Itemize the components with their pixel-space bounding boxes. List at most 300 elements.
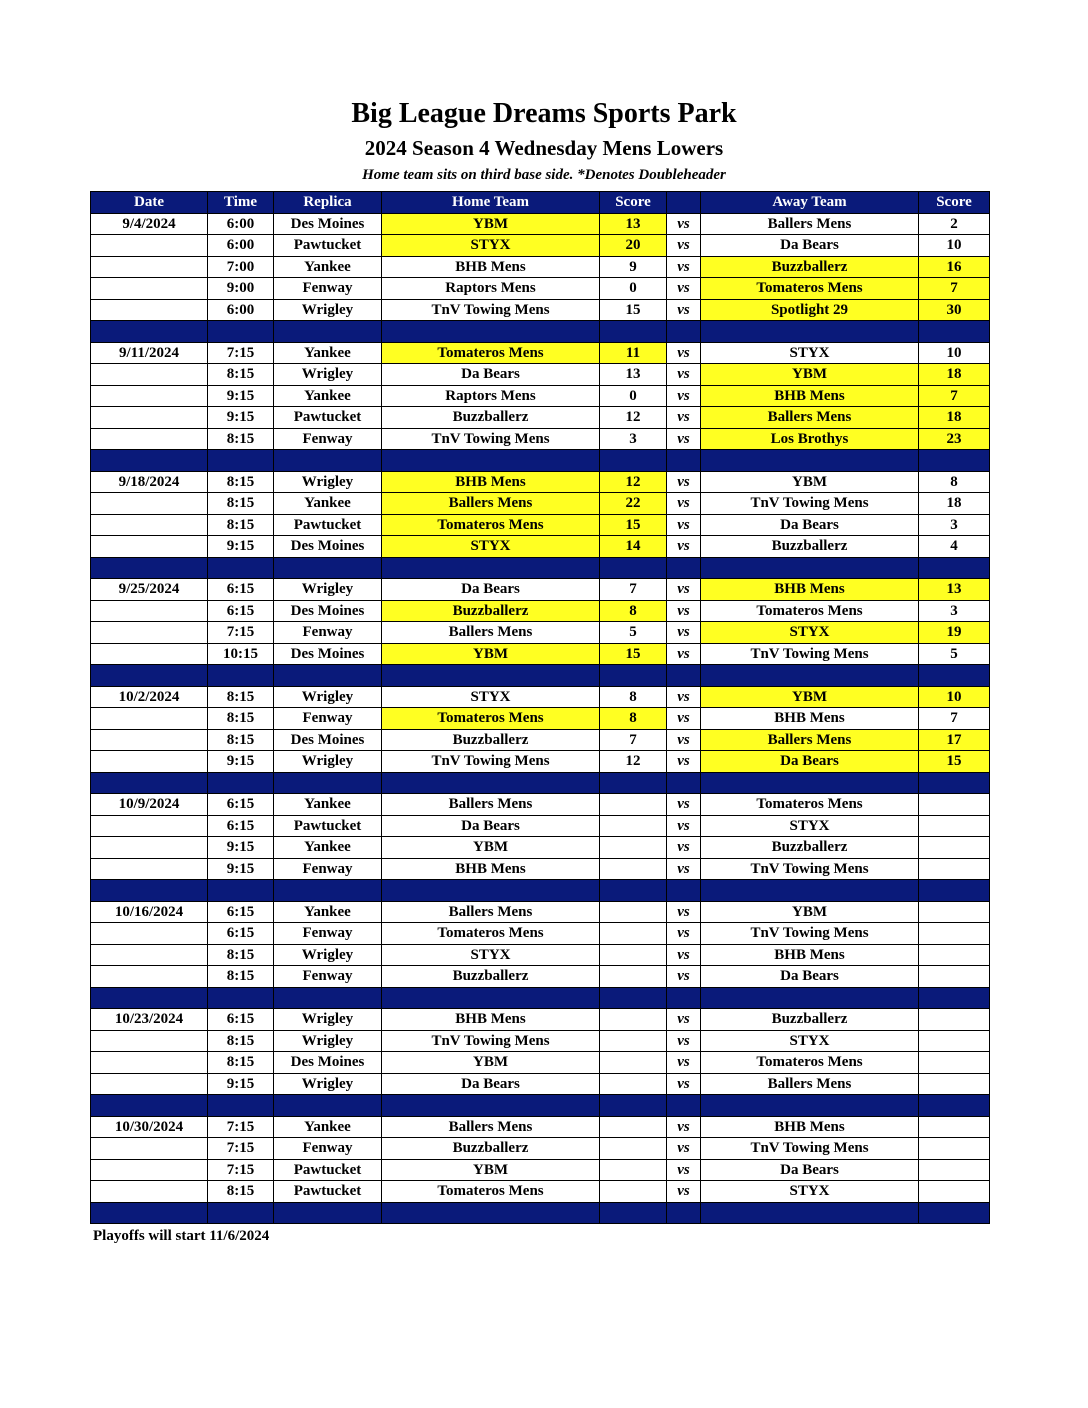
separator-cell — [667, 1202, 701, 1224]
vs-label: vs — [667, 493, 701, 515]
separator-cell — [91, 557, 208, 579]
separator-cell — [919, 665, 990, 687]
col-date: Date — [91, 192, 208, 214]
away-team: Da Bears — [701, 751, 919, 773]
game-row — [91, 708, 990, 730]
home-score: 7 — [600, 579, 667, 601]
game-time: 7:15 — [208, 1159, 274, 1181]
away-team: Tomateros Mens — [701, 794, 919, 816]
separator-cell — [91, 321, 208, 343]
game-date — [91, 536, 208, 558]
home-team: Buzzballerz — [382, 729, 600, 751]
away-score: 7 — [919, 708, 990, 730]
home-team: YBM — [382, 1159, 600, 1181]
game-row — [91, 471, 990, 493]
col-replica: Replica — [274, 192, 382, 214]
home-team: TnV Towing Mens — [382, 428, 600, 450]
separator-cell — [667, 880, 701, 902]
separator-cell — [91, 1202, 208, 1224]
separator-cell — [274, 1202, 382, 1224]
away-score — [919, 794, 990, 816]
game-row — [91, 428, 990, 450]
away-team: Tomateros Mens — [701, 278, 919, 300]
separator-cell — [382, 665, 600, 687]
away-team: STYX — [701, 342, 919, 364]
vs-label: vs — [667, 428, 701, 450]
game-date — [91, 944, 208, 966]
separator-cell — [382, 772, 600, 794]
home-team: Ballers Mens — [382, 1116, 600, 1138]
playoffs-note: Playoffs will start 11/6/2024 — [93, 1228, 270, 1244]
away-team: Ballers Mens — [701, 213, 919, 235]
away-team: STYX — [701, 1181, 919, 1203]
home-score — [600, 923, 667, 945]
separator-cell — [600, 665, 667, 687]
away-team: Buzzballerz — [701, 1009, 919, 1031]
home-team: Raptors Mens — [382, 278, 600, 300]
game-row — [91, 1073, 990, 1095]
game-field: Des Moines — [274, 536, 382, 558]
separator-cell — [667, 321, 701, 343]
game-date — [91, 1073, 208, 1095]
away-score — [919, 901, 990, 923]
home-score: 5 — [600, 622, 667, 644]
game-field: Wrigley — [274, 1030, 382, 1052]
week-separator — [91, 557, 990, 579]
vs-label: vs — [667, 213, 701, 235]
vs-label: vs — [667, 1009, 701, 1031]
game-date — [91, 1138, 208, 1160]
game-date — [91, 966, 208, 988]
home-score: 8 — [600, 600, 667, 622]
game-row — [91, 579, 990, 601]
home-score: 0 — [600, 278, 667, 300]
game-row — [91, 514, 990, 536]
away-score — [919, 966, 990, 988]
vs-label: vs — [667, 794, 701, 816]
separator-cell — [600, 321, 667, 343]
week-separator — [91, 1095, 990, 1117]
game-date — [91, 1052, 208, 1074]
separator-cell — [208, 880, 274, 902]
separator-cell — [208, 450, 274, 472]
vs-label: vs — [667, 385, 701, 407]
away-team: STYX — [701, 622, 919, 644]
vs-label: vs — [667, 278, 701, 300]
game-date — [91, 235, 208, 257]
game-date: 9/11/2024 — [91, 342, 208, 364]
vs-label: vs — [667, 837, 701, 859]
game-date — [91, 407, 208, 429]
game-time: 7:00 — [208, 256, 274, 278]
vs-label: vs — [667, 299, 701, 321]
game-time: 9:15 — [208, 1073, 274, 1095]
game-field: Wrigley — [274, 751, 382, 773]
game-date — [91, 708, 208, 730]
away-team: YBM — [701, 901, 919, 923]
game-row — [91, 837, 990, 859]
away-score — [919, 1073, 990, 1095]
separator-cell — [382, 987, 600, 1009]
separator-cell — [274, 665, 382, 687]
home-score — [600, 837, 667, 859]
week-separator — [91, 1202, 990, 1224]
col-away-score: Score — [919, 192, 990, 214]
separator-cell — [600, 450, 667, 472]
away-team: BHB Mens — [701, 944, 919, 966]
game-time: 8:15 — [208, 1181, 274, 1203]
home-team: Raptors Mens — [382, 385, 600, 407]
game-time: 9:15 — [208, 407, 274, 429]
game-date — [91, 600, 208, 622]
game-row — [91, 213, 990, 235]
game-date: 10/16/2024 — [91, 901, 208, 923]
vs-label: vs — [667, 514, 701, 536]
home-score: 12 — [600, 751, 667, 773]
game-time: 9:15 — [208, 536, 274, 558]
separator-cell — [919, 987, 990, 1009]
game-time: 8:15 — [208, 428, 274, 450]
game-date — [91, 299, 208, 321]
home-team: Buzzballerz — [382, 407, 600, 429]
away-team: Tomateros Mens — [701, 600, 919, 622]
home-score — [600, 901, 667, 923]
game-date: 10/9/2024 — [91, 794, 208, 816]
game-field: Pawtucket — [274, 514, 382, 536]
game-field: Fenway — [274, 858, 382, 880]
separator-cell — [600, 1095, 667, 1117]
game-row — [91, 299, 990, 321]
separator-cell — [382, 557, 600, 579]
vs-label: vs — [667, 342, 701, 364]
game-row — [91, 600, 990, 622]
game-field: Yankee — [274, 1116, 382, 1138]
game-row — [91, 364, 990, 386]
away-team: Ballers Mens — [701, 729, 919, 751]
game-date — [91, 1181, 208, 1203]
separator-cell — [274, 557, 382, 579]
home-team: BHB Mens — [382, 858, 600, 880]
separator-cell — [701, 557, 919, 579]
home-score — [600, 966, 667, 988]
game-field: Yankee — [274, 493, 382, 515]
away-score: 17 — [919, 729, 990, 751]
schedule-body — [91, 213, 990, 1224]
away-score: 10 — [919, 686, 990, 708]
home-score: 8 — [600, 708, 667, 730]
game-date: 10/2/2024 — [91, 686, 208, 708]
vs-label: vs — [667, 858, 701, 880]
away-score — [919, 1009, 990, 1031]
vs-label: vs — [667, 1052, 701, 1074]
game-time: 7:15 — [208, 342, 274, 364]
away-score — [919, 815, 990, 837]
game-date: 10/23/2024 — [91, 1009, 208, 1031]
away-score — [919, 1138, 990, 1160]
separator-cell — [208, 665, 274, 687]
separator-cell — [91, 987, 208, 1009]
separator-cell — [208, 321, 274, 343]
vs-label: vs — [667, 751, 701, 773]
week-separator — [91, 321, 990, 343]
separator-cell — [274, 880, 382, 902]
home-score: 11 — [600, 342, 667, 364]
separator-cell — [667, 665, 701, 687]
separator-cell — [667, 450, 701, 472]
home-score — [600, 794, 667, 816]
game-time: 8:15 — [208, 1030, 274, 1052]
col-time: Time — [208, 192, 274, 214]
game-date — [91, 729, 208, 751]
home-score: 3 — [600, 428, 667, 450]
away-score — [919, 944, 990, 966]
away-score — [919, 1052, 990, 1074]
home-score: 0 — [600, 385, 667, 407]
separator-cell — [91, 772, 208, 794]
vs-label: vs — [667, 1116, 701, 1138]
vs-label: vs — [667, 1030, 701, 1052]
home-score: 15 — [600, 643, 667, 665]
game-row — [91, 751, 990, 773]
game-field: Wrigley — [274, 1009, 382, 1031]
game-date — [91, 385, 208, 407]
away-team: YBM — [701, 364, 919, 386]
home-team: Buzzballerz — [382, 600, 600, 622]
game-field: Pawtucket — [274, 235, 382, 257]
page-subtitle: 2024 Season 4 Wednesday Mens Lowers — [364, 136, 724, 160]
home-team: Buzzballerz — [382, 1138, 600, 1160]
game-field: Fenway — [274, 622, 382, 644]
vs-label: vs — [667, 729, 701, 751]
vs-label: vs — [667, 622, 701, 644]
game-field: Fenway — [274, 923, 382, 945]
home-team: BHB Mens — [382, 256, 600, 278]
game-row — [91, 235, 990, 257]
separator-cell — [600, 1202, 667, 1224]
away-team: Buzzballerz — [701, 256, 919, 278]
game-field: Wrigley — [274, 579, 382, 601]
game-time: 9:15 — [208, 837, 274, 859]
game-date — [91, 923, 208, 945]
week-separator — [91, 987, 990, 1009]
schedule-note: Home team sits on third base side. *Denotes Doubleheader — [362, 167, 726, 183]
home-team: TnV Towing Mens — [382, 299, 600, 321]
home-score — [600, 815, 667, 837]
vs-label: vs — [667, 1159, 701, 1181]
separator-cell — [382, 450, 600, 472]
game-time: 8:15 — [208, 364, 274, 386]
vs-label: vs — [667, 944, 701, 966]
game-field: Pawtucket — [274, 1159, 382, 1181]
game-time: 6:00 — [208, 235, 274, 257]
separator-cell — [919, 557, 990, 579]
vs-label: vs — [667, 471, 701, 493]
home-team: Da Bears — [382, 1073, 600, 1095]
game-date — [91, 751, 208, 773]
home-team: Ballers Mens — [382, 794, 600, 816]
vs-label: vs — [667, 256, 701, 278]
home-score — [600, 1116, 667, 1138]
game-field: Des Moines — [274, 1052, 382, 1074]
away-score: 18 — [919, 364, 990, 386]
separator-cell — [274, 987, 382, 1009]
game-field: Yankee — [274, 794, 382, 816]
game-row — [91, 944, 990, 966]
separator-cell — [274, 1095, 382, 1117]
separator-cell — [600, 772, 667, 794]
game-date: 9/4/2024 — [91, 213, 208, 235]
game-field: Wrigley — [274, 299, 382, 321]
home-team: Ballers Mens — [382, 622, 600, 644]
vs-label: vs — [667, 1073, 701, 1095]
away-score — [919, 1030, 990, 1052]
game-row — [91, 729, 990, 751]
separator-cell — [701, 987, 919, 1009]
game-date — [91, 815, 208, 837]
game-time: 8:15 — [208, 686, 274, 708]
away-team: TnV Towing Mens — [701, 1138, 919, 1160]
game-time: 6:15 — [208, 794, 274, 816]
home-score: 15 — [600, 299, 667, 321]
game-row — [91, 794, 990, 816]
away-team: Buzzballerz — [701, 837, 919, 859]
home-score — [600, 1159, 667, 1181]
game-time: 8:15 — [208, 944, 274, 966]
vs-label: vs — [667, 901, 701, 923]
week-separator — [91, 880, 990, 902]
separator-cell — [274, 321, 382, 343]
away-team: YBM — [701, 686, 919, 708]
game-field: Wrigley — [274, 1073, 382, 1095]
game-field: Des Moines — [274, 213, 382, 235]
away-score: 7 — [919, 278, 990, 300]
away-score: 10 — [919, 235, 990, 257]
game-field: Pawtucket — [274, 407, 382, 429]
game-time: 8:15 — [208, 729, 274, 751]
separator-cell — [382, 880, 600, 902]
home-team: Buzzballerz — [382, 966, 600, 988]
game-row — [91, 923, 990, 945]
away-score — [919, 858, 990, 880]
separator-cell — [701, 665, 919, 687]
away-team: Da Bears — [701, 1159, 919, 1181]
away-team: Tomateros Mens — [701, 1052, 919, 1074]
game-date: 9/18/2024 — [91, 471, 208, 493]
away-team: TnV Towing Mens — [701, 493, 919, 515]
home-score: 9 — [600, 256, 667, 278]
away-score: 10 — [919, 342, 990, 364]
game-field: Pawtucket — [274, 815, 382, 837]
game-row — [91, 1181, 990, 1203]
away-team: TnV Towing Mens — [701, 923, 919, 945]
home-score: 12 — [600, 471, 667, 493]
col-vs — [667, 192, 701, 214]
away-score: 5 — [919, 643, 990, 665]
game-field: Fenway — [274, 966, 382, 988]
separator-cell — [600, 987, 667, 1009]
away-team: Ballers Mens — [701, 1073, 919, 1095]
home-team: Da Bears — [382, 579, 600, 601]
separator-cell — [701, 321, 919, 343]
game-field: Yankee — [274, 901, 382, 923]
separator-cell — [382, 321, 600, 343]
game-row — [91, 901, 990, 923]
game-field: Yankee — [274, 385, 382, 407]
game-time: 10:15 — [208, 643, 274, 665]
separator-cell — [667, 987, 701, 1009]
vs-label: vs — [667, 364, 701, 386]
game-row — [91, 278, 990, 300]
home-team: YBM — [382, 1052, 600, 1074]
separator-cell — [919, 321, 990, 343]
home-score: 14 — [600, 536, 667, 558]
home-score — [600, 1030, 667, 1052]
game-time: 9:15 — [208, 385, 274, 407]
game-field: Fenway — [274, 278, 382, 300]
week-separator — [91, 772, 990, 794]
separator-cell — [274, 450, 382, 472]
home-score — [600, 858, 667, 880]
away-team: Los Brothys — [701, 428, 919, 450]
vs-label: vs — [667, 1181, 701, 1203]
game-row — [91, 1030, 990, 1052]
vs-label: vs — [667, 923, 701, 945]
game-time: 9:15 — [208, 751, 274, 773]
game-time: 6:15 — [208, 600, 274, 622]
game-row — [91, 966, 990, 988]
separator-cell — [919, 1095, 990, 1117]
game-time: 9:00 — [208, 278, 274, 300]
away-score: 7 — [919, 385, 990, 407]
game-field: Wrigley — [274, 686, 382, 708]
separator-cell — [382, 1202, 600, 1224]
home-score: 13 — [600, 364, 667, 386]
away-score: 4 — [919, 536, 990, 558]
game-row — [91, 1138, 990, 1160]
vs-label: vs — [667, 1138, 701, 1160]
separator-cell — [91, 1095, 208, 1117]
game-date — [91, 428, 208, 450]
game-time: 8:15 — [208, 514, 274, 536]
home-team: BHB Mens — [382, 471, 600, 493]
game-field: Fenway — [274, 428, 382, 450]
home-score: 8 — [600, 686, 667, 708]
away-score: 30 — [919, 299, 990, 321]
separator-cell — [919, 880, 990, 902]
game-field: Yankee — [274, 837, 382, 859]
away-team: Da Bears — [701, 235, 919, 257]
game-time: 7:15 — [208, 1138, 274, 1160]
separator-cell — [701, 1095, 919, 1117]
game-row — [91, 407, 990, 429]
away-score — [919, 1159, 990, 1181]
vs-label: vs — [667, 600, 701, 622]
home-team: YBM — [382, 643, 600, 665]
game-field: Fenway — [274, 1138, 382, 1160]
away-score — [919, 1116, 990, 1138]
game-row — [91, 622, 990, 644]
home-team: Tomateros Mens — [382, 514, 600, 536]
game-field: Wrigley — [274, 364, 382, 386]
game-row — [91, 858, 990, 880]
game-date — [91, 1030, 208, 1052]
away-team: Da Bears — [701, 966, 919, 988]
away-team: Da Bears — [701, 514, 919, 536]
away-score: 19 — [919, 622, 990, 644]
away-team: BHB Mens — [701, 708, 919, 730]
game-time: 7:15 — [208, 622, 274, 644]
away-team: STYX — [701, 815, 919, 837]
